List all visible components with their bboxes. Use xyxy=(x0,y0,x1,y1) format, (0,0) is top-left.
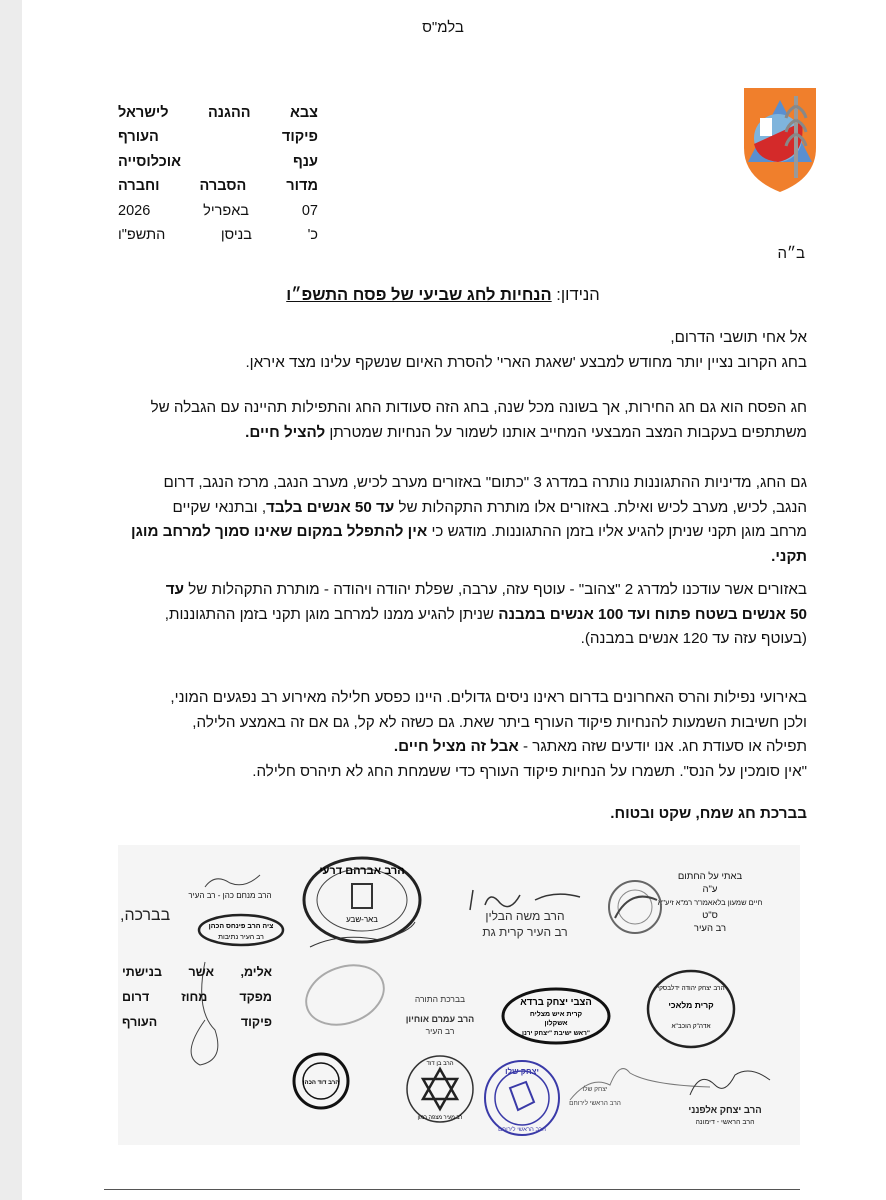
sig-text: רב העיר xyxy=(693,923,727,934)
text-line: באירועי נפילות והרס האחרונים בדרום ראינו ניסים גדולים. היינו כפסע חלילה מאירוע רב נפגעים המוני, xyxy=(170,689,807,706)
stamp-text: הרב אברהם דרעי xyxy=(319,865,405,877)
paragraph-greeting xyxy=(104,326,807,375)
sig-text: בנישתי xyxy=(122,965,162,979)
letterhead-cell: אוכלוסייה xyxy=(118,153,182,170)
stamp-text: רב העיר נתיבות xyxy=(218,934,264,941)
text-line: (בעוטף עזה עד 120 אנשים במבנה). xyxy=(580,630,807,648)
stamp-text: הרב הראשי לירוחם xyxy=(498,1127,546,1133)
hebrew-date-year: התשפ"ו xyxy=(118,226,166,243)
classification-label: בלמ"ס xyxy=(422,19,464,36)
text-line: אל אחי תושבי הדרום, xyxy=(670,329,807,346)
letterhead xyxy=(118,101,318,247)
sig-text: הרב יצחק אלפנני xyxy=(688,1105,762,1116)
signature-ohayon xyxy=(405,993,475,1037)
paragraph-orange-level xyxy=(104,471,807,569)
date-day: 07 xyxy=(301,202,318,219)
stamp-text: אשקלון xyxy=(544,1020,568,1027)
hebrew-date-day: כ' xyxy=(307,226,318,243)
stamp-text: קרית איש מצליח xyxy=(529,1011,583,1018)
letterhead-cell: הסברה xyxy=(199,178,247,195)
text-line: "אין סומכין על הנס". תשמרו על הנחיות פיקוד העורף כדי ששמחת החג לא תיהרס חלילה. xyxy=(252,762,807,780)
sig-text: הרב עמרם אוחיון xyxy=(405,1014,475,1024)
oval-stamp-cohen-icon xyxy=(196,912,286,948)
stamp-text: קרית מלאכי xyxy=(668,1000,714,1010)
letterhead-cell: צבא xyxy=(289,105,318,121)
sig-text: הרב הראשי - דימונה xyxy=(695,1119,755,1126)
handwritten-signature-icon xyxy=(680,1060,780,1105)
sig-text: הרב משה הבלין xyxy=(485,909,565,923)
stamp-text: רב מעיר מצפה רמון xyxy=(417,1115,463,1121)
text-segment: מרחב מוגן תקני שניתן להגיע אליו בזמן ההתגוננות. מודגש כי xyxy=(431,523,807,541)
handwritten-signature-icon xyxy=(200,873,270,891)
round-stamp-icon xyxy=(605,878,665,936)
text-bold: עד 50 אנשים בלבד xyxy=(266,498,395,516)
hebrew-date-month: בניסן xyxy=(220,226,252,243)
bh-header: ב״ה xyxy=(777,245,805,262)
stamp-text: הרב דוד הכהן xyxy=(302,1080,340,1086)
text-line xyxy=(104,603,807,628)
text-segment: , ובתנאי שקיים xyxy=(172,498,267,516)
signature-commander xyxy=(122,960,272,1035)
sig-text: בברכת התורה xyxy=(414,994,466,1004)
text-bold: להציל חיים. xyxy=(245,423,326,441)
date-year: 2026 xyxy=(118,202,151,219)
sig-text: אלימ, xyxy=(240,965,272,979)
stamp-text: ציה הרב פינחס הכהן xyxy=(208,923,274,930)
signature-haim-shimon xyxy=(655,870,765,935)
sig-text: חיים שמעון בלאאמו"ר רמ"א זיע"א xyxy=(657,898,763,907)
sig-text: ע"ה xyxy=(702,884,718,895)
stamp-text: ראש ישיבת "יצחק ירנן" xyxy=(522,1030,590,1037)
text-segment: שניתן להגיע ממנו למרחב מוגן תקני בזמן ההתגוננות, xyxy=(164,605,495,623)
letterhead-cell: לישראל xyxy=(118,105,169,121)
text-bold: אבל זה מציל חיים. xyxy=(393,738,519,756)
sig-text: מפקד xyxy=(239,990,272,1004)
text-bold: תקני. xyxy=(771,547,807,565)
sig-text: רב העיר קרית גת xyxy=(482,925,568,939)
oval-stamp-yudelevsky-icon xyxy=(645,968,737,1050)
stamp-text: הצבי יצחק ברדא xyxy=(520,997,592,1008)
date-month: באפריל xyxy=(203,202,249,219)
sig-text: פיקוד xyxy=(240,1015,272,1029)
subject-line xyxy=(0,286,886,305)
signature-shalev xyxy=(560,1083,630,1111)
text-line xyxy=(104,578,807,603)
text-line: בחג הקרוב נציין יותר מחודש למבצע 'שאגת הארי' להסרת האיום שנשקף עלינו מצד איראן. xyxy=(245,353,807,371)
letterhead-cell: פיקוד xyxy=(281,129,318,146)
home-front-command-emblem-icon xyxy=(742,86,818,194)
text-segment: משתתפים בעקבות המצב המבצעי המחייב אותנו לשמור על הנחיות שמטרתן xyxy=(329,423,807,441)
letterhead-cell: ענף xyxy=(293,153,318,170)
sig-text: דרום xyxy=(122,990,150,1004)
text-line: גם החג, מדיניות ההתגוננות נותרה במדרג 3 "כתום" באזורים מערב לכיש, מערב הנגב, מרכז הנגב, דרום xyxy=(163,474,807,491)
sig-text: אשר xyxy=(188,965,215,979)
sig-text: העורף xyxy=(122,1015,158,1029)
sig-text: באתי על החתום xyxy=(677,871,743,882)
subject-label: הנידון: xyxy=(556,286,600,304)
signature-havlin xyxy=(470,908,580,940)
footer-divider xyxy=(104,1189,800,1190)
subject-title: הנחיות לחג שביעי של פסח התשפ״ו xyxy=(286,286,552,304)
paragraph-yellow-level xyxy=(104,578,807,652)
sig-text: הרב הראשי לירוחם xyxy=(569,1100,621,1107)
round-stamp-shalev-icon xyxy=(482,1058,562,1138)
stamp-text: הרב יצחק יהודה ידלבסקי xyxy=(657,985,725,992)
closing-line: בברכת חג שמח, שקט ובטוח. xyxy=(610,805,807,822)
page-margin xyxy=(0,0,22,1200)
letterhead-cell: ההגנה xyxy=(208,105,251,121)
sig-text: מחוז xyxy=(181,990,208,1004)
stamp-text: יצחק שלו xyxy=(505,1067,539,1076)
oval-stamp-deri-icon xyxy=(300,852,425,952)
signature-elfanani xyxy=(680,1105,770,1129)
paragraph-passover xyxy=(104,396,807,445)
letterhead-cell: וחברה xyxy=(118,178,160,195)
paragraph-warning xyxy=(104,686,807,784)
faded-stamp-icon xyxy=(300,960,390,1030)
text-line xyxy=(104,735,807,760)
letterhead-cell: העורף xyxy=(118,129,159,146)
letterhead-cell: מדור xyxy=(286,178,318,195)
blessing-text: בברכה, xyxy=(120,907,171,924)
text-line xyxy=(104,421,807,446)
text-line xyxy=(104,545,807,570)
text-line: חג הפסח הוא גם חג החירות, אך בשונה מכל שנה, בחג הזה סעודות החג והתפילות תהיינה עם הגבלה של xyxy=(150,399,807,416)
sig-text: ס"ט xyxy=(702,910,718,921)
text-bold: 50 אנשים בשטח פתוח ועד 100 אנשים במבנה xyxy=(498,605,807,623)
sig-text: רב העיר xyxy=(425,1026,455,1036)
stamp-text: אדה"ק הוכב"א xyxy=(671,1023,711,1030)
text-bold: אין להתפלל במקום שאינו סמוך למרחב מוגן xyxy=(131,523,428,541)
sig-text: יצחק שלו xyxy=(582,1086,608,1093)
text-line xyxy=(104,496,807,521)
text-line xyxy=(104,520,807,545)
stamp-text: הרב בן דוד xyxy=(426,1061,454,1067)
text-segment: תפילה או סעודת חג. אנו יודעים שזה מאתגר - xyxy=(522,738,807,756)
text-line: ולכן חשיבות השמעות להנחיות פיקוד העורף ביתר שאת. גם כשזה לא קל, גם אם זה באמצע הלילה, xyxy=(192,713,807,731)
signature-cohen: הרב מנחם כהן - רב העיר xyxy=(188,891,272,900)
round-stamp-david-cohen-icon xyxy=(292,1050,350,1112)
stamp-text: באר-שבע xyxy=(346,915,378,924)
text-segment: הנגב, לכיש, מערב לכיש ואילת. באזורים אלו מותרת התקהלות של xyxy=(398,498,807,516)
oval-stamp-barda-icon xyxy=(500,985,612,1047)
text-bold: עד xyxy=(165,581,184,598)
round-stamp-ben-david-icon xyxy=(405,1052,475,1126)
text-segment: באזורים אשר עודכנו למדרג 2 "צהוב" - עוטף עזה, ערבה, שפלת יהודה ויהודה - מותרת התקהלות של xyxy=(188,581,807,598)
